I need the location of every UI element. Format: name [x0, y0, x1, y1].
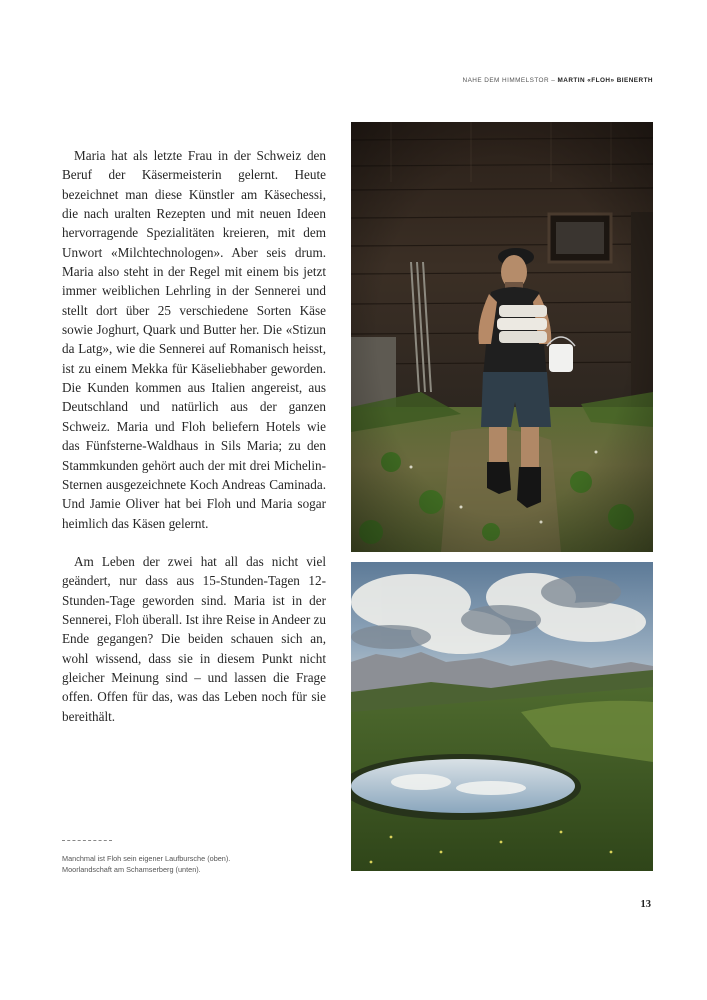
running-header: [463, 77, 654, 84]
photo-moorland: [351, 562, 653, 871]
caption-line: Moorlandschaft am Schamserberg (unten).: [62, 864, 201, 874]
caption-divider: [62, 840, 112, 841]
header-section: NAHE DEM HIMMELSTOR: [462, 77, 550, 84]
caption-line: Manchmal ist Floh sein eigener Laufbursche (oben).: [62, 854, 231, 863]
article-paragraph: Am Leben der zwei hat all das nicht viel geändert, nur dass aus 15-Stunden-Tagen 12-Stunden-Tage geworden sind. Maria ist in der Sennerei, Floh überall. Ist ihre Reise in Andeer zu Ende gegangen? Die beiden schauen sich an, wohl wissend, dass sie in diesem Punkt nicht gleicher Meinung sind – und lassen die Frage offen. Offen für das, was das Leben noch für sie bereithält.: [62, 553, 326, 724]
photo-cheesemaker: [351, 122, 653, 552]
photo-caption: [62, 854, 312, 875]
article-paragraph: Maria hat als letzte Frau in der Schweiz den Beruf der Käsermeisterin gelernt. Heute bezeichnet man diese Künstler am Käsechessi, die nach uralten Rezepten und mit neuen Ideen hervorragende Spezialitäten kreieren, mit dem Unwort «Milchtechnologen». Aber seis drum. Maria also steht in der Regel mit einem bis jetzt immer weiblichen Lehrling in der Sennerei und stellt dort über 25 verschiedene Sorten Käse sowie Joghurt, Quark und Butter her. Die «Stizun da Latg», wie die Sennerei auf Romanisch heisst, ist zu einem Mekka für Käseliebhaber geworden. Die Kunden kommen aus Italien angereist, aus Deutschland und natürlich aus der ganzen Schweiz. Maria und Floh beliefern Hotels wie das Fünfsterne-Waldhaus in Sils Maria; zu den Stammkunden gehört auch der mit drei Michelin-Sternen ausgezeichnete Koch Andreas Caminada. Und Jamie Oliver hat bei Floh und Maria sogar heimlich das Käsen gelernt.: [62, 148, 326, 531]
article-body: [62, 146, 326, 726]
page-number: 13: [640, 899, 651, 910]
header-author: MARTIN «FLOH» BIENERTH: [557, 77, 653, 84]
header-separator: –: [549, 77, 558, 84]
